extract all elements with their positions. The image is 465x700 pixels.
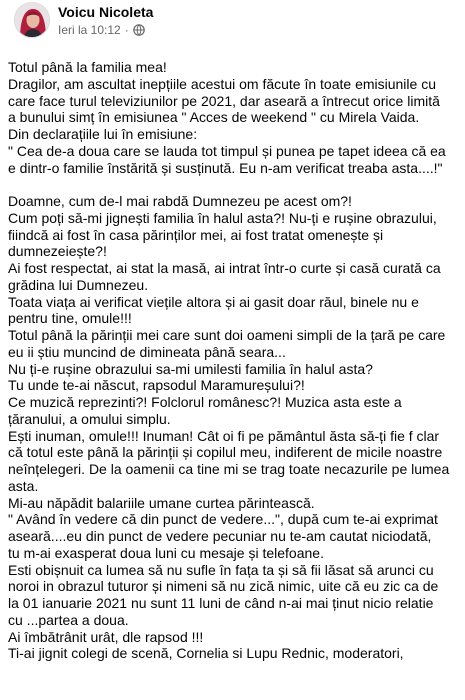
profile-photo-icon (15, 3, 50, 38)
post-text-line: că totul este până la părinții și copilul meu, indiferent de micile noastre (8, 444, 443, 461)
post-text-line: grădina lui Dumnezeu. (8, 276, 149, 293)
paragraph-gap (8, 176, 456, 193)
post-text-line: țăranului, a omului simplu. (8, 410, 171, 427)
post-text-line: Din declarațiile lui în emisiune: (8, 126, 198, 142)
post-text-line: Tu unde te-ai născut, rapsodul Maramureșului?! (8, 377, 305, 394)
post-text-line: Ești inuman, omule!!! Inuman! Cât oi fi pe pământul ăsta să-ți fie f clar (8, 427, 440, 444)
post-body (8, 59, 456, 662)
post-text-line: a bunului simț în emisiunea " Acces de weekend " cu Mirela Vaida. (8, 109, 420, 126)
post-text-line: Nu ți-e rușine obrazului sa-mi umilesti familia în halul asta? (8, 360, 373, 377)
post-text-line: noroi in obrazul tuturor și nimeni să nu zică nimic, uite că eu zic ca de (8, 578, 439, 595)
post-text-line: Esti obișnuit ca lumea să nu sufle în fața ta și să fii lăsat să arunci cu (8, 561, 434, 578)
author-name[interactable]: Voicu Nicoleta (58, 4, 154, 20)
post-text-line: e dintr-o familie înstărită și susținută. Eu n-am verificat treaba asta....!" (8, 159, 443, 176)
post-text-line: Totul până la familia mea! (8, 59, 167, 75)
post-text-line: fiindcă ai fost în casa părinților mei, ai fost tratat omenește și (8, 226, 384, 243)
post-text-line: Ti-ai jignit colegi de scenă, Cornelia si Lupu Rednic, moderatori, (8, 645, 404, 662)
post-text-line: " Având în vedere că din punct de vedere...", după cum te-ai exprimat (8, 511, 438, 528)
post-text-line: neînțelegeri. De la oamenii ca tine mi se trag toate necazurile pe lumea (8, 461, 450, 477)
post-text-line: aseară....eu din punct de vedere pecuniar nu te-am cautat niciodată, (8, 528, 432, 544)
post-text-line: Mi-au năpădit balariile umane curtea părintească. (8, 494, 315, 511)
post-text-line: eu ii știu muncind de dimineata până seara... (8, 343, 286, 360)
post-paragraph-1 (8, 59, 456, 176)
post-text-line: Toata viața ai verificat viețile altora și ai gasit doar răul, binele nu e (8, 293, 419, 310)
globe-icon[interactable] (133, 24, 145, 36)
post-text-line: Ai îmbătrânit urât, dle rapsod !!! (8, 628, 204, 645)
post-text-line: " Cea de-a doua care se lauda tot timpul și punea pe tapet ideea că ea (8, 142, 446, 159)
post-text-line: pentru tine, omule!!! (8, 310, 132, 327)
post-text-line: tu m-ai exasperat doua luni cu mesaje și telefoane. (8, 544, 324, 561)
post-text-line: Ai fost respectat, ai stat la masă, ai intrat într-o curte și casă curată ca (8, 260, 441, 276)
post-paragraph-2 (8, 193, 456, 662)
post-meta (58, 23, 145, 37)
post-text-line: Totul până la părinții mei care sunt doi oameni simpli de la țară pe care (8, 327, 446, 343)
post-text-line: asta. (8, 477, 39, 494)
post-text-line: Doamne, cum de-l mai rabdă Dumnezeu pe acest om?! (8, 193, 352, 209)
post-text-line: Dragilor, am ascultat inepțiile acestui om făcute în toate emisiunile cu (8, 75, 436, 92)
post-text-line: Cum poți să-mi jignești familia în halul asta?! Nu-ți e rușine obrazului, (8, 209, 437, 226)
post-text-line: dumnezeiește?! (8, 243, 107, 260)
post-text-line: la 01 ianuarie 2021 nu sunt 11 luni de când n-ai mai ținut nicio relatie (8, 595, 434, 611)
avatar[interactable] (14, 2, 50, 38)
post-text-line: care face turul televiziunilor pe 2021, dar aseară a întrecut orice limită (8, 92, 440, 109)
meta-separator: · (124, 23, 129, 37)
post-header (8, 0, 457, 56)
post-text-line: Ce muzică reprezinti?! Folclorul românesc?! Muzica asta este a (8, 394, 402, 410)
post-timestamp[interactable]: Ieri la 10:12 (58, 23, 121, 37)
post-text-line: cu ...partea a doua. (8, 611, 129, 628)
